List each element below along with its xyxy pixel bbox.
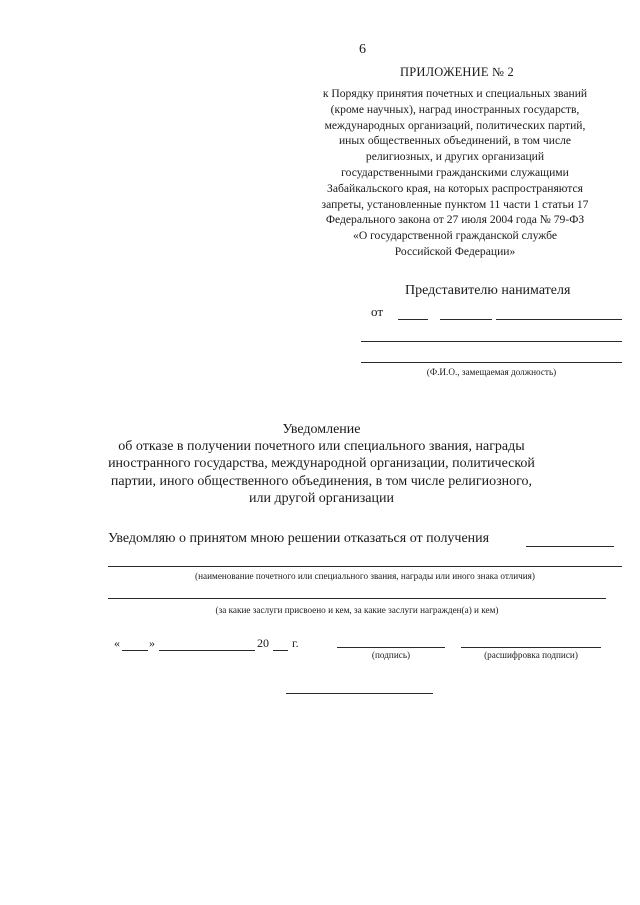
date-day-line	[122, 650, 148, 651]
end-separator	[286, 693, 433, 694]
position-line	[361, 362, 622, 363]
date-year-suffix: г.	[292, 636, 299, 650]
merit-line	[108, 598, 606, 599]
notice-line: или другой организации	[249, 490, 394, 506]
appendix-line: запреты, установленные пунктом 11 части 1 статьи 17	[321, 197, 589, 211]
date-year-line	[273, 650, 288, 651]
award-inline-line	[526, 546, 614, 547]
appendix-line: (кроме научных), наград иностранных государств,	[330, 102, 580, 116]
appendix-text	[300, 86, 610, 260]
appendix-line: Федерального закона от 27 июля 2004 года № 79-ФЗ	[325, 213, 585, 227]
notify-statement: Уведомляю о принятом мною решении отказаться от получения	[108, 531, 490, 546]
appendix-line: к Порядку принятия почетных и специальных званий	[322, 87, 588, 100]
notice-line: партии, иного общественного объединения, в том числе религиозного,	[110, 473, 533, 489]
from-line-segment	[398, 319, 428, 320]
date-year-prefix: 20	[257, 636, 269, 650]
award-caption: (наименование почетного или специального звания, награды или иного знака отличия)	[195, 571, 535, 581]
notice-title	[100, 421, 543, 507]
decoding-line	[461, 647, 601, 648]
decoding-caption: (расшифровка подписи)	[484, 650, 578, 660]
appendix-line: Российской Федерации»	[394, 244, 516, 258]
award-line	[108, 566, 622, 567]
appendix-line: иных общественных объединений, в том числе	[338, 134, 572, 148]
appendix-line: «О государственной гражданской службе	[353, 229, 557, 243]
date-quote-open: «	[114, 636, 120, 650]
page-number: 6	[359, 42, 366, 57]
from-line-segment	[440, 319, 492, 320]
appendix-line: религиозных, и других организаций	[365, 150, 545, 164]
notice-line: иностранного государства, международной организации, политической	[108, 456, 535, 472]
recipient-title: Представителю нанимателя	[405, 283, 571, 298]
date-month-line	[159, 650, 255, 651]
date-quote-close: »	[149, 636, 155, 650]
fio-line	[361, 341, 622, 342]
fio-caption: (Ф.И.О., замещаемая должность)	[426, 367, 557, 377]
appendix-title: ПРИЛОЖЕНИЕ № 2	[400, 65, 514, 79]
from-line-segment	[496, 319, 622, 320]
signature-caption: (подпись)	[371, 650, 411, 660]
appendix-line: Забайкальского края, на которых распространяются	[327, 181, 583, 195]
notice-line: об отказе в получении почетного или специального звания, награды	[118, 439, 525, 455]
signature-line	[337, 647, 445, 648]
appendix-line: государственными гражданскими служащими	[341, 165, 569, 179]
appendix-line: международных организаций, политических партий,	[324, 118, 586, 132]
merit-caption: (за какие заслуги присвоено и кем, за какие заслуги награжден(а) и кем)	[215, 605, 499, 615]
notice-heading: Уведомление	[282, 422, 361, 437]
from-label: от	[371, 304, 384, 319]
